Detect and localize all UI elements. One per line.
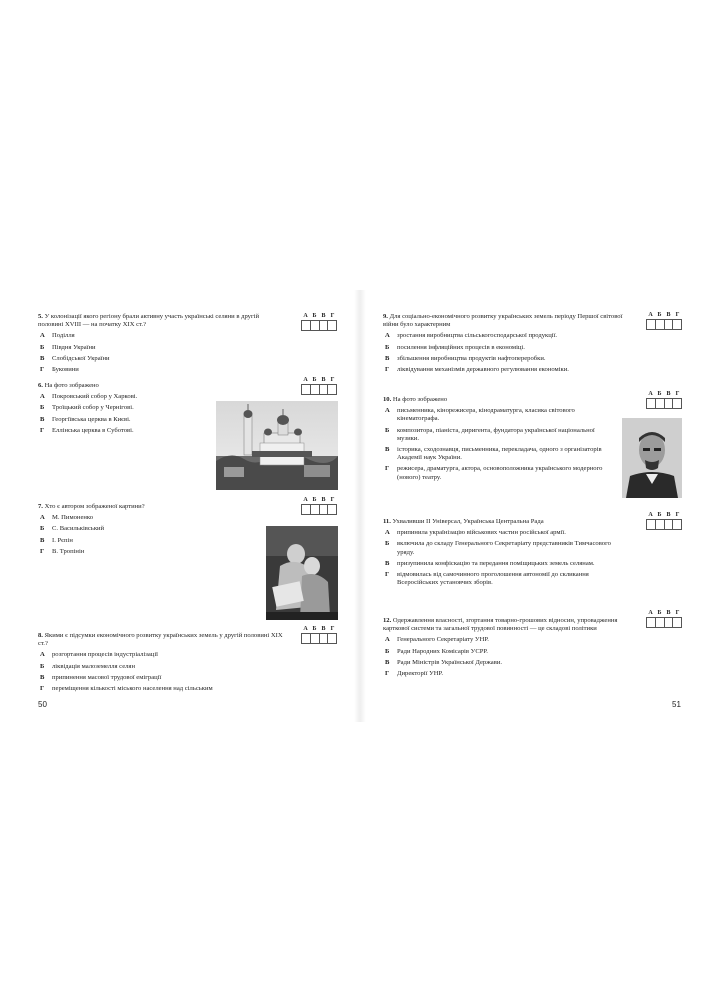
option[interactable]: Б Ради Народних Комісарів УСРР. xyxy=(385,647,488,655)
question-text: 11. Ухваливши ІІ Універсал, Українська Центральна Рада xyxy=(383,518,544,525)
answer-grid-boxes[interactable] xyxy=(301,633,337,644)
question-8 xyxy=(38,632,290,693)
question-11 xyxy=(383,518,623,587)
option[interactable]: Б Троїцький собор у Чернігові. xyxy=(40,404,134,412)
question-text: 6. На фото зображено xyxy=(38,382,99,389)
question-options xyxy=(38,514,238,556)
option[interactable]: Г Буковини xyxy=(40,366,79,374)
answer-grid-header: А Б В Г xyxy=(648,610,680,616)
answer-grid-boxes[interactable] xyxy=(301,320,337,331)
option[interactable]: Б ліквідація малоземелля селян xyxy=(40,662,135,670)
question-options xyxy=(38,332,270,374)
question-text: 9. Для соціально-економічного розвитку українських земель періоду Першої світової війни було характерним xyxy=(383,313,623,329)
option[interactable]: Г Директорії УНР. xyxy=(385,670,443,678)
page-number-right: 51 xyxy=(672,700,681,709)
option[interactable]: Г переміщення кількості міського населення над сільським xyxy=(40,685,213,693)
answer-grid-boxes[interactable] xyxy=(301,384,337,395)
option[interactable]: А розгортання процесів індустріалізації xyxy=(40,651,158,659)
option[interactable]: В припинення масової трудової еміграції xyxy=(40,673,162,681)
question-options xyxy=(383,636,623,678)
answer-grid-5[interactable] xyxy=(301,313,337,331)
answer-grid-11[interactable] xyxy=(646,512,682,530)
option[interactable]: Б посилення інфляційних процесів в економіці. xyxy=(385,343,525,351)
answer-grid-8[interactable] xyxy=(301,626,337,644)
question-12 xyxy=(383,617,623,678)
question-text: 10. На фото зображено xyxy=(383,396,448,403)
option[interactable]: В збільшення виробництва продуктів нафтопереробки. xyxy=(385,354,546,362)
option[interactable]: В Георгіївська церква в Києві. xyxy=(40,415,131,423)
answer-grid-6[interactable] xyxy=(301,377,337,395)
option[interactable]: А Покровський собор у Харкові. xyxy=(40,393,138,401)
answer-grid-10[interactable] xyxy=(646,391,682,409)
answer-grid-boxes[interactable] xyxy=(646,617,682,628)
option[interactable]: Б Півдня України xyxy=(40,343,96,351)
answer-grid-12[interactable] xyxy=(646,610,682,628)
question-7 xyxy=(38,503,238,556)
question-6 xyxy=(38,382,208,435)
option[interactable]: В І. Рєпін xyxy=(40,536,73,544)
answer-grid-boxes[interactable] xyxy=(646,319,682,330)
option[interactable]: В Слобідської України xyxy=(40,354,110,362)
book-spread xyxy=(0,290,720,722)
question-10 xyxy=(383,396,609,482)
option[interactable]: Б включила до складу Генерального Секретаріату представників Тимчасового уряду. xyxy=(385,540,611,556)
answer-grid-boxes[interactable] xyxy=(646,398,682,409)
option[interactable]: В призупинила конфіскацію та передання поміщицьких земель селянам. xyxy=(385,559,595,567)
painting-photo xyxy=(266,526,338,620)
option[interactable]: Г відмовилась від самочинного проголошення автономії до скликання Всеросійських установчих зборів. xyxy=(385,571,589,587)
question-text: 8. Якими є підсумки економічного розвитку українських земель у другій половині XIX ст.? xyxy=(38,632,283,648)
answer-grid-header: А Б В Г xyxy=(303,377,335,383)
option[interactable]: Б композитора, піаніста, диригента, фундатора української національної музики. xyxy=(385,426,595,442)
option[interactable]: В історика, сходознавця, письменника, перекладача, одного з організаторів Академії наук України. xyxy=(385,446,602,462)
answer-grid-header: А Б В Г xyxy=(303,626,335,632)
question-text: 12. Одержавлення власності, згортання товарно-грошових відносин, упровадження карткової системи та загальної трудової повинності — це складові політики xyxy=(383,617,618,633)
option[interactable]: Б С. Васильківський xyxy=(40,525,105,533)
question-options xyxy=(383,529,623,587)
answer-grid-header: А Б В Г xyxy=(303,497,335,503)
option[interactable]: Г В. Тропінін xyxy=(40,547,85,555)
answer-grid-boxes[interactable] xyxy=(301,504,337,515)
option[interactable]: В Ради Міністрів Української Держави. xyxy=(385,658,502,666)
answer-grid-7[interactable] xyxy=(301,497,337,515)
answer-grid-header: А Б В Г xyxy=(648,312,680,318)
question-text: 7. Хто є автором зображеної картини? xyxy=(38,503,145,510)
question-options xyxy=(383,407,609,482)
question-options xyxy=(383,332,623,374)
option[interactable]: А припинила українізацію військових частин російської армії. xyxy=(385,529,566,537)
question-options xyxy=(38,651,290,693)
option[interactable]: А письменника, кінорежисера, кінодраматурга, класика світового кінематографа. xyxy=(385,407,575,423)
question-9 xyxy=(383,313,623,374)
option[interactable]: Г ліквідування механізмів державного регулювання економіки. xyxy=(385,366,569,374)
cathedral-photo xyxy=(216,401,338,490)
portrait-photo xyxy=(622,418,682,498)
question-options xyxy=(38,393,208,435)
option[interactable]: А Генерального Секретаріату УНР. xyxy=(385,636,489,644)
answer-grid-header: А Б В Г xyxy=(303,313,335,319)
answer-grid-boxes[interactable] xyxy=(646,519,682,530)
option[interactable]: А Поділля xyxy=(40,332,75,340)
answer-grid-9[interactable] xyxy=(646,312,682,330)
page-gutter xyxy=(354,290,366,722)
option[interactable]: Г режисера, драматурга, актора, основоположника українського модерного (нового) театру. xyxy=(385,465,603,481)
page-number-left: 50 xyxy=(38,700,47,709)
question-text: 5. У колонізації якого регіону брали активну участь українські селяни в другій половині XVIII — на початку XIX ст.? xyxy=(38,313,260,329)
option[interactable]: А М. Пимоненко xyxy=(40,514,94,522)
option[interactable]: Г Еллінська церква в Суботові. xyxy=(40,426,134,434)
option[interactable]: А зростання виробництва сільськогосподарської продукції. xyxy=(385,332,558,340)
answer-grid-header: А Б В Г xyxy=(648,391,680,397)
question-5 xyxy=(38,313,270,374)
answer-grid-header: А Б В Г xyxy=(648,512,680,518)
